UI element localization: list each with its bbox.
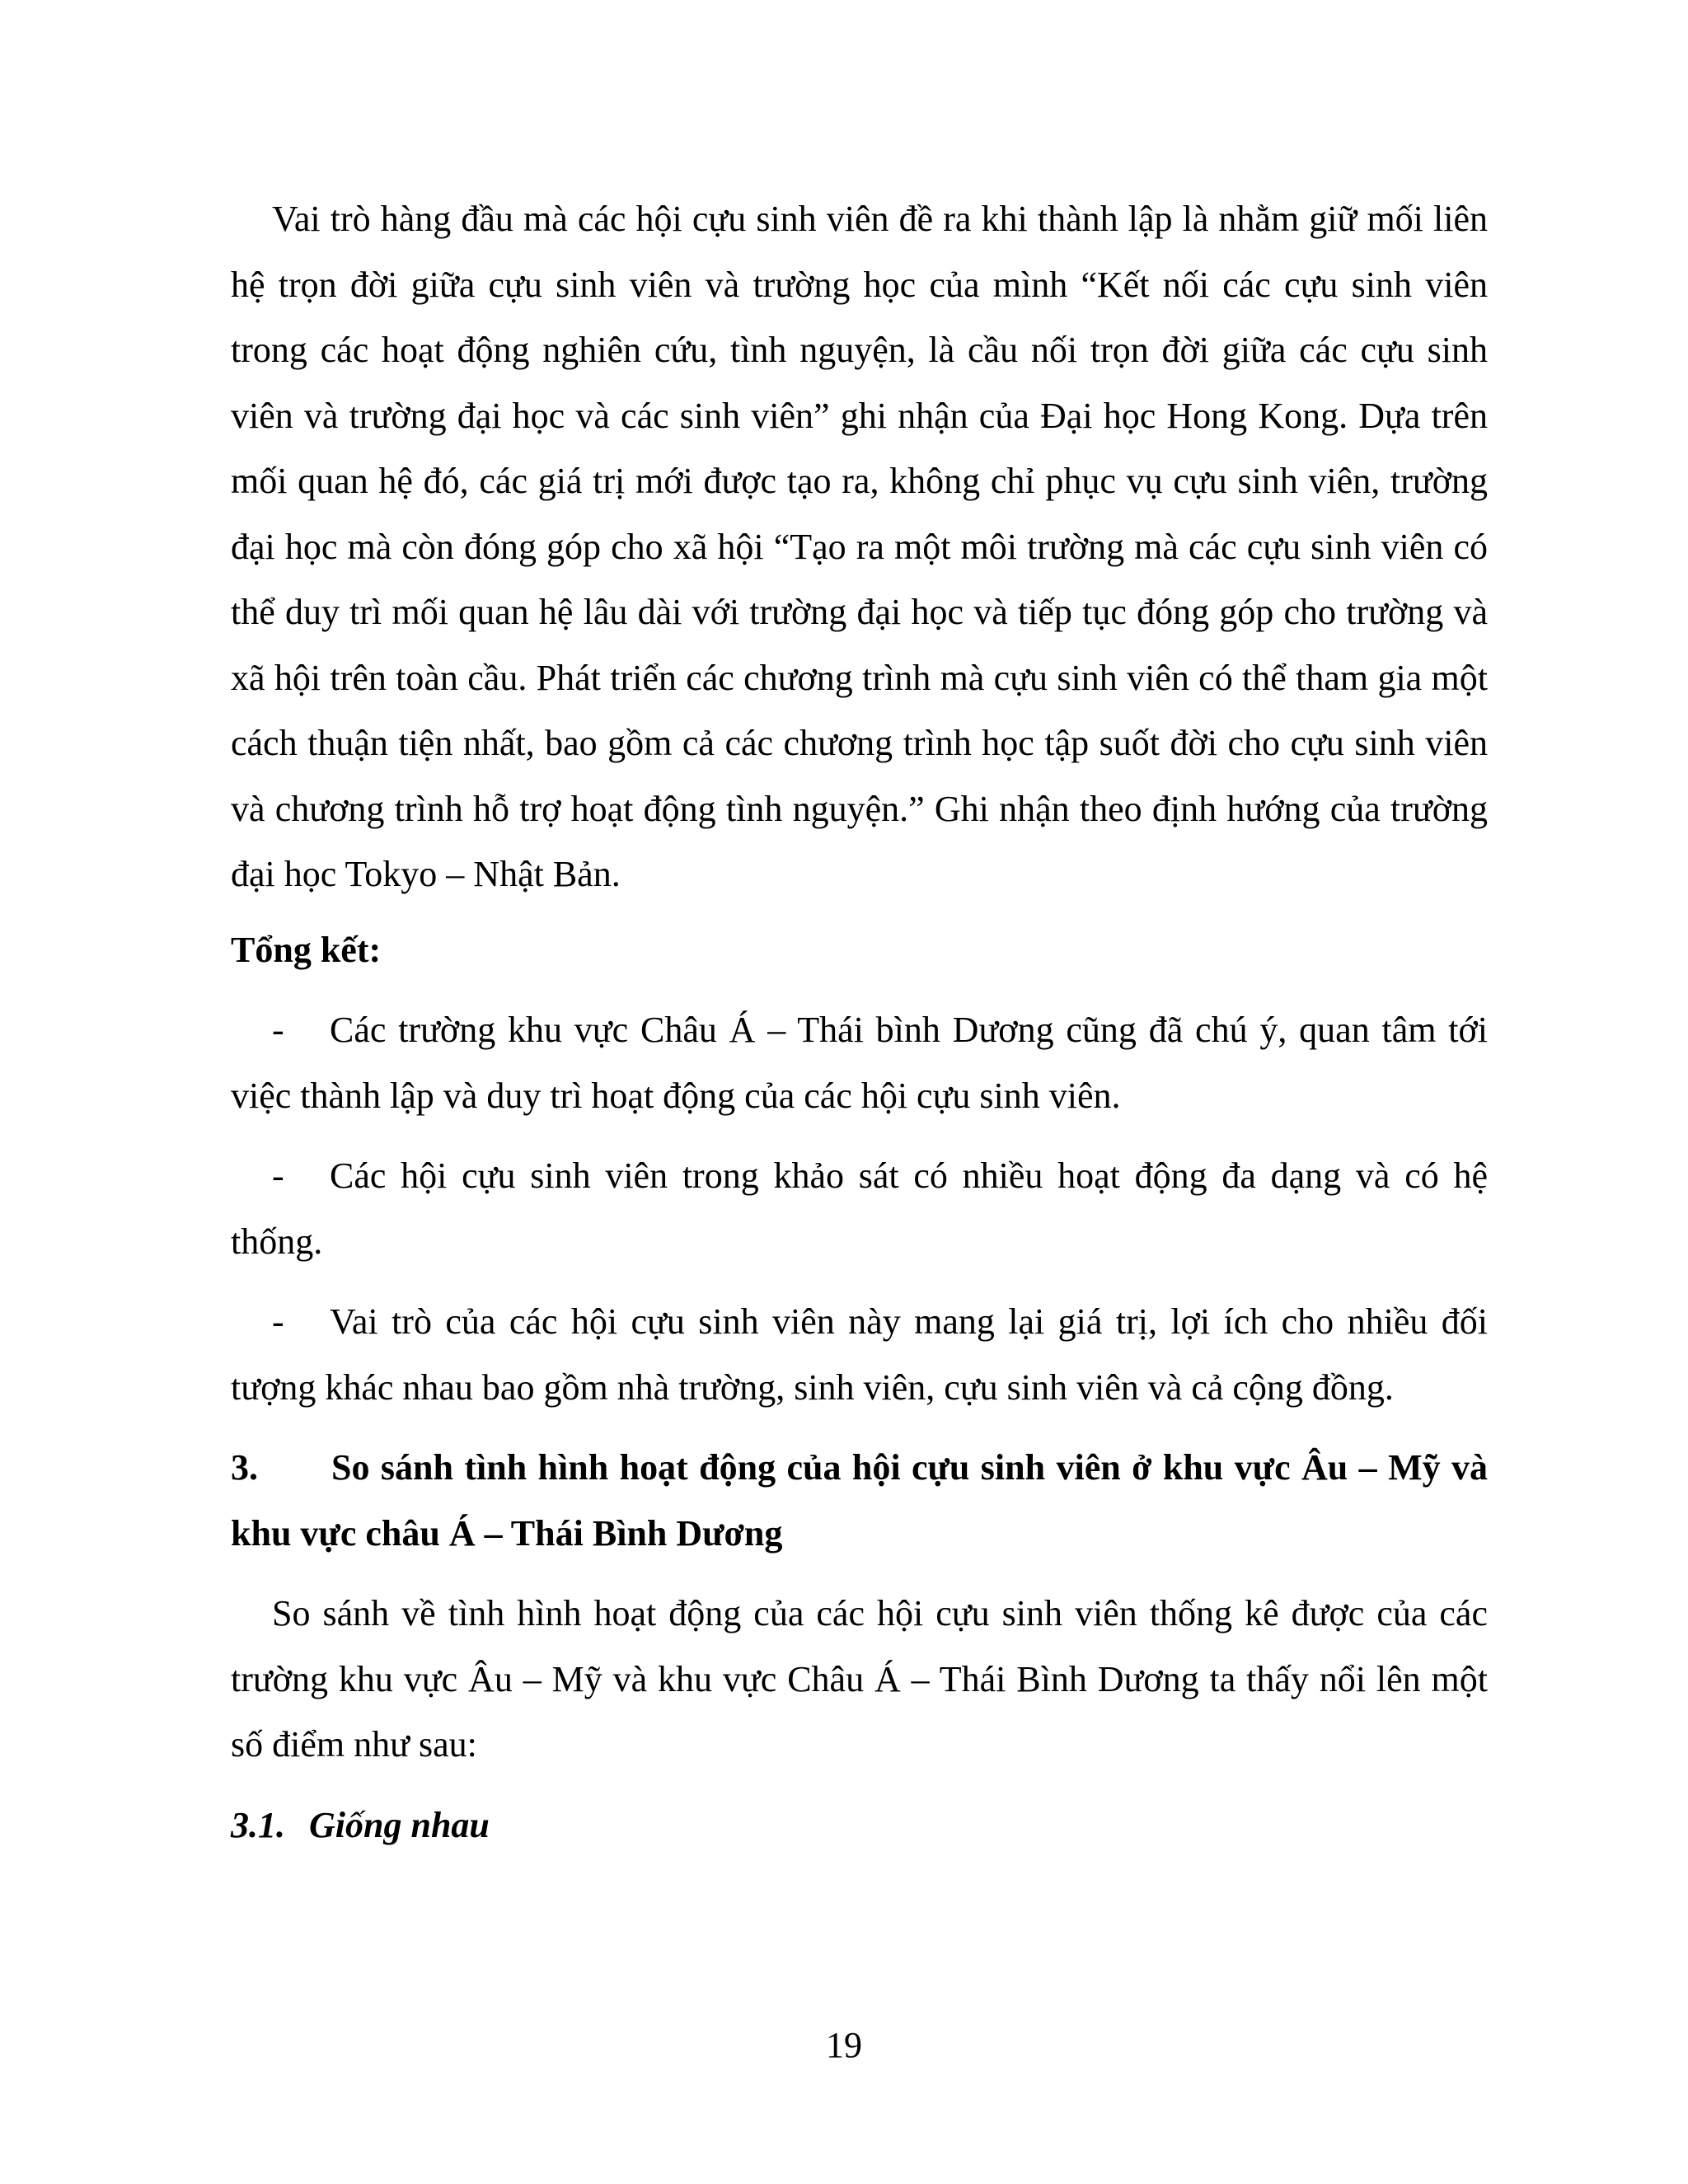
subsection-number: 3.1. bbox=[231, 1804, 285, 1845]
page-number: 19 bbox=[826, 2025, 862, 2065]
bullet-dash: - bbox=[272, 1155, 284, 1196]
summary-bullet-1 bbox=[231, 997, 1488, 1128]
section-3-intro-paragraph: So sánh về tình hình hoạt động của các hội cựu sinh viên thống kê được của các trường khu vực Âu – Mỹ và khu vực Châu Á – Thái Bình Dương ta thấy nổi lên một số điểm như sau: bbox=[231, 1593, 1488, 1765]
intro-paragraph: Vai trò hàng đầu mà các hội cựu sinh viên đề ra khi thành lập là nhằm giữ mối liên hệ trọn đời giữa cựu sinh viên và trường học của mình “Kết nối các cựu sinh viên trong các hoạt động nghiên cứu, tình nguyện, là cầu nối trọn đời giữa các cựu sinh viên và trường đại học và các sinh viên” ghi nhận của Đại học Hong Kong. Dựa trên mối quan hệ đó, các giá trị mới được tạo ra, không chỉ phục vụ cựu sinh viên, trường đại học mà còn đóng góp cho xã hội “Tạo ra một môi trường mà các cựu sinh viên có thể duy trì mối quan hệ lâu dài với trường đại học và tiếp tục đóng góp cho trường và xã hội trên toàn cầu. Phát triển các chương trình mà cựu sinh viên có thể tham gia một cách thuận tiện nhất, bao gồm cả các chương trình học tập suốt đời cho cựu sinh viên và chương trình hỗ trợ hoạt động tình nguyện.” Ghi nhận theo định hướng của trường đại học Tokyo – Nhật Bản. bbox=[231, 199, 1488, 894]
bullet-text: Vai trò của các hội cựu sinh viên này mang lại giá trị, lợi ích cho nhiều đối tượng khác nhau bao gồm nhà trường, sinh viên, cựu sinh viên và cả cộng đồng. bbox=[231, 1301, 1488, 1408]
summary-bullet-2 bbox=[231, 1143, 1488, 1274]
section-3-heading bbox=[231, 1435, 1488, 1566]
bullet-dash: - bbox=[272, 1010, 284, 1050]
section-title: So sánh tình hình hoạt động của hội cựu sinh viên ở khu vực Âu – Mỹ và khu vực châu Á – Thái Bình Dương bbox=[231, 1447, 1488, 1554]
bullet-text: Các hội cựu sinh viên trong khảo sát có nhiều hoạt động đa dạng và có hệ thống. bbox=[231, 1155, 1488, 1262]
subsection-3-1-heading bbox=[231, 1793, 1488, 1858]
page-content bbox=[231, 186, 1488, 1858]
section-number: 3. bbox=[231, 1447, 258, 1488]
summary-bullet-3 bbox=[231, 1289, 1488, 1420]
subsection-title: Giống nhau bbox=[309, 1804, 490, 1845]
bullet-dash: - bbox=[272, 1301, 284, 1342]
summary-heading: Tổng kết: bbox=[231, 929, 382, 970]
bullet-text: Các trường khu vực Châu Á – Thái bình Dương cũng đã chú ý, quan tâm tới việc thành lập và duy trì hoạt động của các hội cựu sinh viên. bbox=[231, 1010, 1488, 1116]
